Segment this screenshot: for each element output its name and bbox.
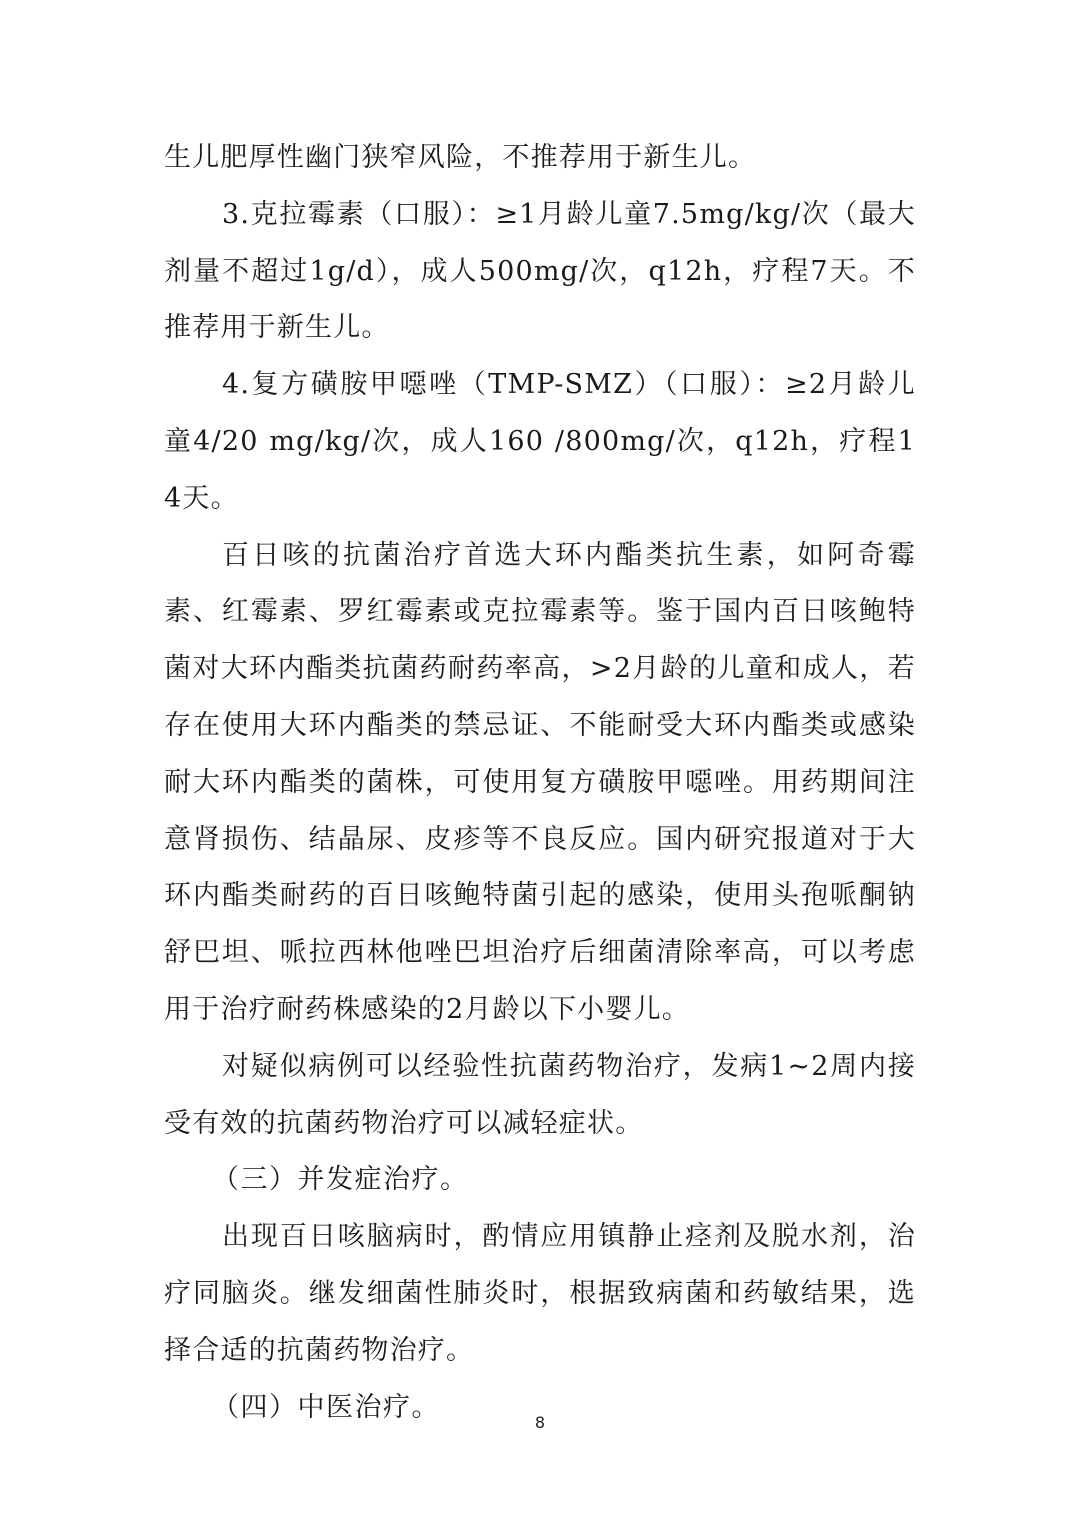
section-heading-tcm: （四）中医治疗。 xyxy=(212,1391,440,1423)
section-heading-complications: （三）并发症治疗。 xyxy=(212,1164,469,1196)
paragraph-clarithromycin: 3.克拉霉素（口服）：≥1月龄儿童7.5mg/kg/次（最大剂量不超过1g/d），成人500mg/次，q12h，疗程7天。不推荐用于新生儿。 xyxy=(164,198,916,344)
paragraph-complications: 出现百日咳脑病时，酌情应用镇静止痉剂及脱水剂，治疗同脑炎。继发细菌性肺炎时，根据致病菌和药敏结果，选择合适的抗菌药物治疗。 xyxy=(164,1221,916,1366)
paragraph-tmp-smz: 4.复方磺胺甲噁唑（TMP-SMZ）（口服）：≥2月龄儿童4/20 mg/kg/次，成人160 /800mg/次，q12h，疗程14天。 xyxy=(164,369,916,514)
document-body xyxy=(164,130,916,1436)
page-number: 8 xyxy=(534,1413,546,1432)
paragraph-continuation: 生儿肥厚性幽门狭窄风险，不推荐用于新生儿。 xyxy=(164,142,757,173)
paragraph-antibiotic-choice: 百日咳的抗菌治疗首选大环内酯类抗生素，如阿奇霉素、红霉素、罗红霉素或克拉霉素等。鉴于国内百日咳鲍特菌对大环内酯类抗菌药耐药率高，>2月龄的儿童和成人，若存在使用大环内酯类的禁忌证、不能耐受大环内酯类或感染耐大环内酯类的菌株，可使用复方磺胺甲噁唑。用药期间注意肾损伤、结晶尿、皮疹等不良反应。国内研究报道对于大环内酯类耐药的百日咳鲍特菌引起的感染，使用头孢哌酮钠舒巴坦、哌拉西林他唑巴坦治疗后细菌清除率高，可以考虑用于治疗耐药株感染的2月龄以下小婴儿。 xyxy=(164,539,916,1025)
paragraph-empirical-treatment: 对疑似病例可以经验性抗菌药物治疗，发病1~2周内接受有效的抗菌药物治疗可以减轻症状。 xyxy=(164,1050,916,1139)
